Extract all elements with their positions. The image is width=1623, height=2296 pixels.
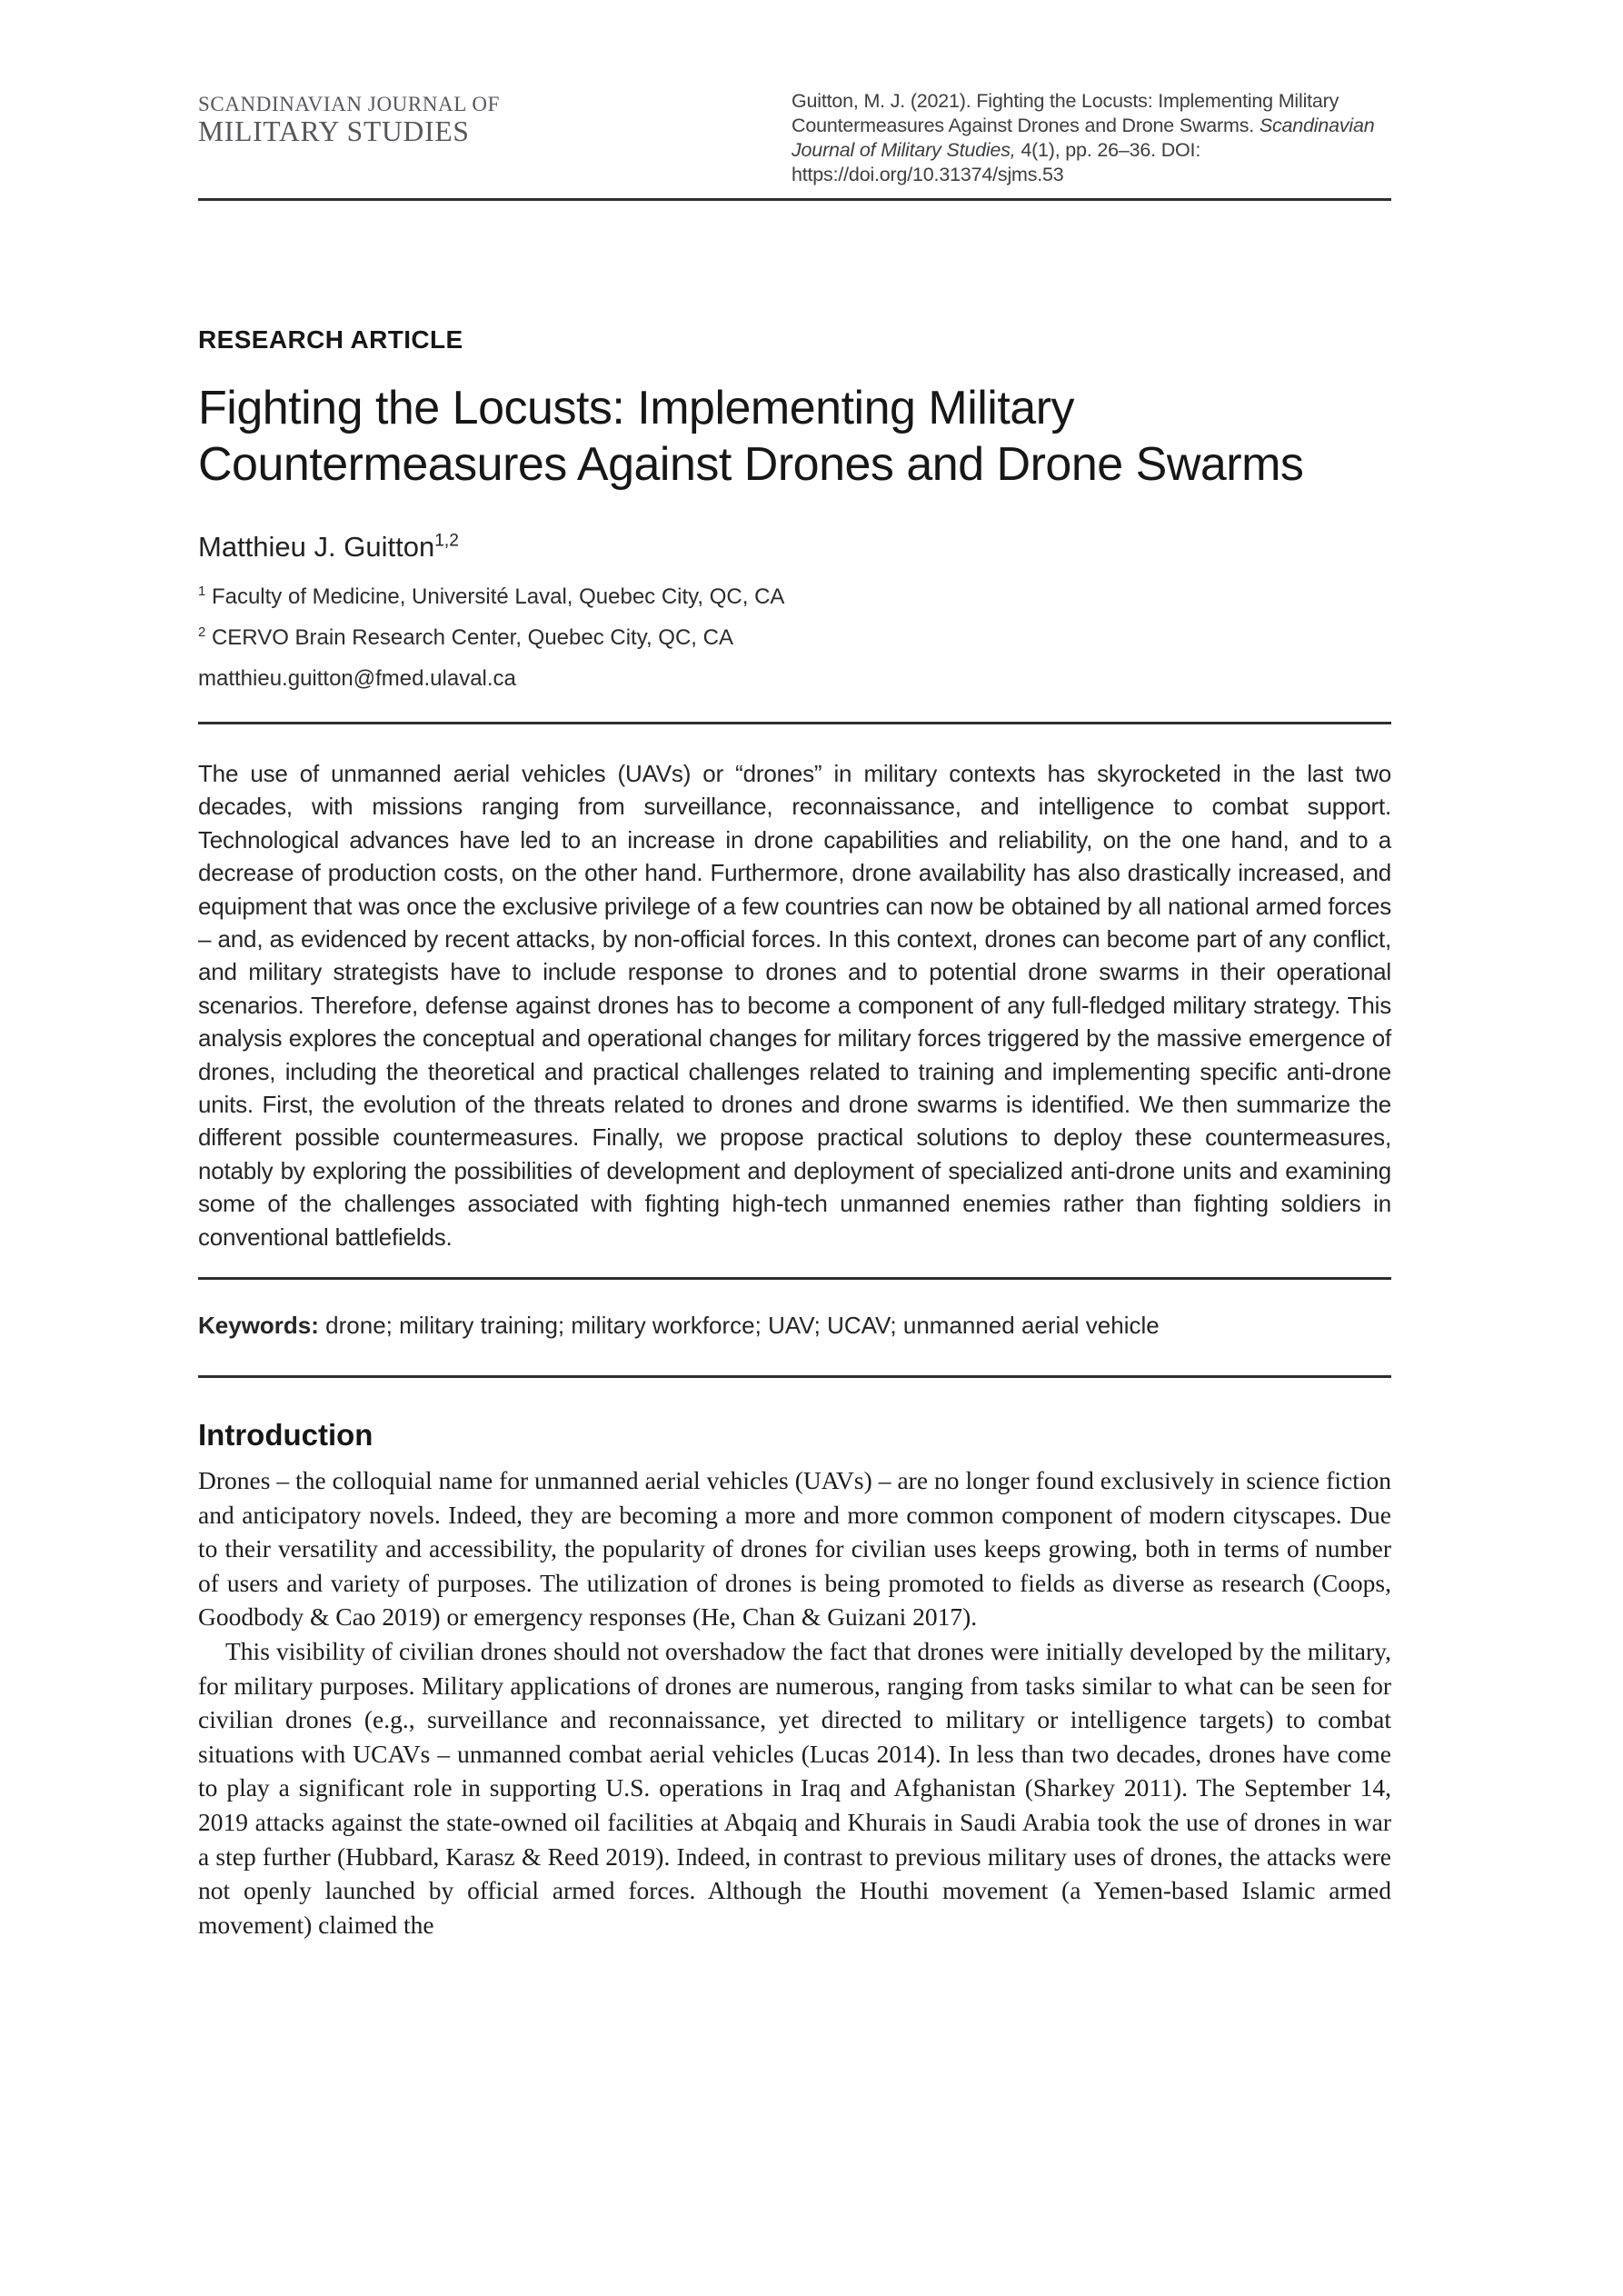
- keywords-label: Keywords:: [198, 1312, 319, 1340]
- author-name: [198, 531, 1391, 564]
- article-citation: [792, 89, 1391, 187]
- article-title: Fighting the Locusts: Implementing Military Countermeasures Against Drones and Drone Swarms: [198, 382, 1304, 491]
- journal-name-line2: MILITARY STUDIES: [198, 115, 470, 147]
- citation-text-start: Guitton, M. J. (2021). Fighting the Locusts: Implementing Military Countermeasures Against Drones and Drone Swarms.: [792, 90, 1339, 136]
- section-heading-introduction: Introduction: [198, 1418, 373, 1452]
- page-header: [198, 89, 1391, 187]
- author-affiliation-markers: 1,2: [434, 531, 459, 551]
- citation-journal-name: Scandinavian Journal of Military Studies,: [792, 115, 1375, 161]
- abstract-bottom-divider: [198, 1277, 1391, 1280]
- intro-paragraph-1: Drones – the colloquial name for unmanned aerial vehicles (UAVs) – are no longer found exclusively in science fiction and anticipatory novels. Indeed, they are becoming a more and more common component of modern cityscapes. Due to their versatility and accessibility, the popularity of drones for civilian uses keeps growing, both in terms of number of users and variety of purposes. The utilization of drones is being promoted to fields as diverse as research (Coops, Goodbody & Cao 2019) or emergency responses (He, Chan & Guizani 2017).: [198, 1466, 1391, 1632]
- author-name-text: Matthieu J. Guitton: [198, 531, 435, 563]
- page-content: [198, 0, 1391, 1942]
- affiliation-2-marker: 2: [198, 625, 206, 640]
- affiliations: [198, 576, 1391, 658]
- affiliation-2-text: CERVO Brain Research Center, Quebec City, QC, CA: [211, 625, 733, 650]
- affiliation-1-marker: 1: [198, 584, 206, 599]
- author-email: matthieu.guitton@fmed.ulaval.ca: [198, 666, 516, 691]
- header-divider: [198, 198, 1391, 201]
- journal-logo: [198, 89, 500, 146]
- article-type-label: RESEARCH ARTICLE: [198, 325, 463, 354]
- keywords-bottom-divider: [198, 1375, 1391, 1378]
- intro-paragraph-2: This visibility of civilian drones should not overshadow the fact that drones were initially developed by the military, for military purposes. Military applications of drones are numerous, ranging from tasks similar to what can be seen for civilian drones (e.g., surveillance and reconnaissance, yet directed to military or intelligence targets) to combat situations with UCAVs – unmanned combat aerial vehicles (Lucas 2014). In less than two decades, drones have come to play a significant role in supporting U.S. operations in Iraq and Afghanistan (Sharkey 2011). The September 14, 2019 attacks against the state-owned oil facilities at Abqaiq and Khurais in Saudi Arabia took the use of drones in war a step further (Hubbard, Karasz & Reed 2019). Indeed, in contrast to previous military uses of drones, the attacks were not openly launched by official armed forces. Although the Houthi movement (a Yemen-based Islamic armed movement) claimed the: [198, 1637, 1391, 1939]
- keywords-line: [198, 1310, 1391, 1341]
- keywords-text: drone; military training; military workforce; UAV; UCAV; unmanned aerial vehicle: [325, 1312, 1160, 1340]
- journal-name-line1: SCANDINAVIAN JOURNAL OF: [198, 93, 500, 115]
- abstract-top-divider: [198, 722, 1391, 724]
- affiliation-1-text: Faculty of Medicine, Université Laval, Quebec City, QC, CA: [211, 584, 785, 609]
- affiliation-line-2: [198, 617, 1391, 658]
- affiliation-line-1: [198, 576, 1391, 617]
- citation-text-end: 4(1), pp. 26–36. DOI: https://doi.org/10.31374/sjms.53: [792, 139, 1201, 185]
- abstract-text: The use of unmanned aerial vehicles (UAVs) or “drones” in military contexts has skyrocketed in the last two decades, with missions ranging from surveillance, reconnaissance, and intelligence to combat support. Technological advances have led to an increase in drone capabilities and reliability, on the one hand, and to a decrease of production costs, on the other hand. Furthermore, drone availability has also drastically increased, and equipment that was once the exclusive privilege of a few countries can now be obtained by all national armed forces – and, as evidenced by recent attacks, by non-official forces. In this context, drones can become part of any conflict, and military strategists have to include response to drones and to potential drone swarms in their operational scenarios. Therefore, defense against drones has to become a component of any full-fledged military strategy. This analysis explores the conceptual and operational changes for military forces triggered by the massive emergence of drones, including the theoretical and practical challenges related to training and implementing specific anti-drone units. First, the evolution of the threats related to drones and drone swarms is identified. We then summarize the different possible countermeasures. Finally, we propose practical solutions to deploy these countermeasures, notably by exploring the possibilities of development and deployment of specialized anti-drone units and examining some of the challenges associated with fighting high-tech unmanned enemies rather than fighting soldiers in conventional battlefields.: [198, 760, 1391, 1251]
